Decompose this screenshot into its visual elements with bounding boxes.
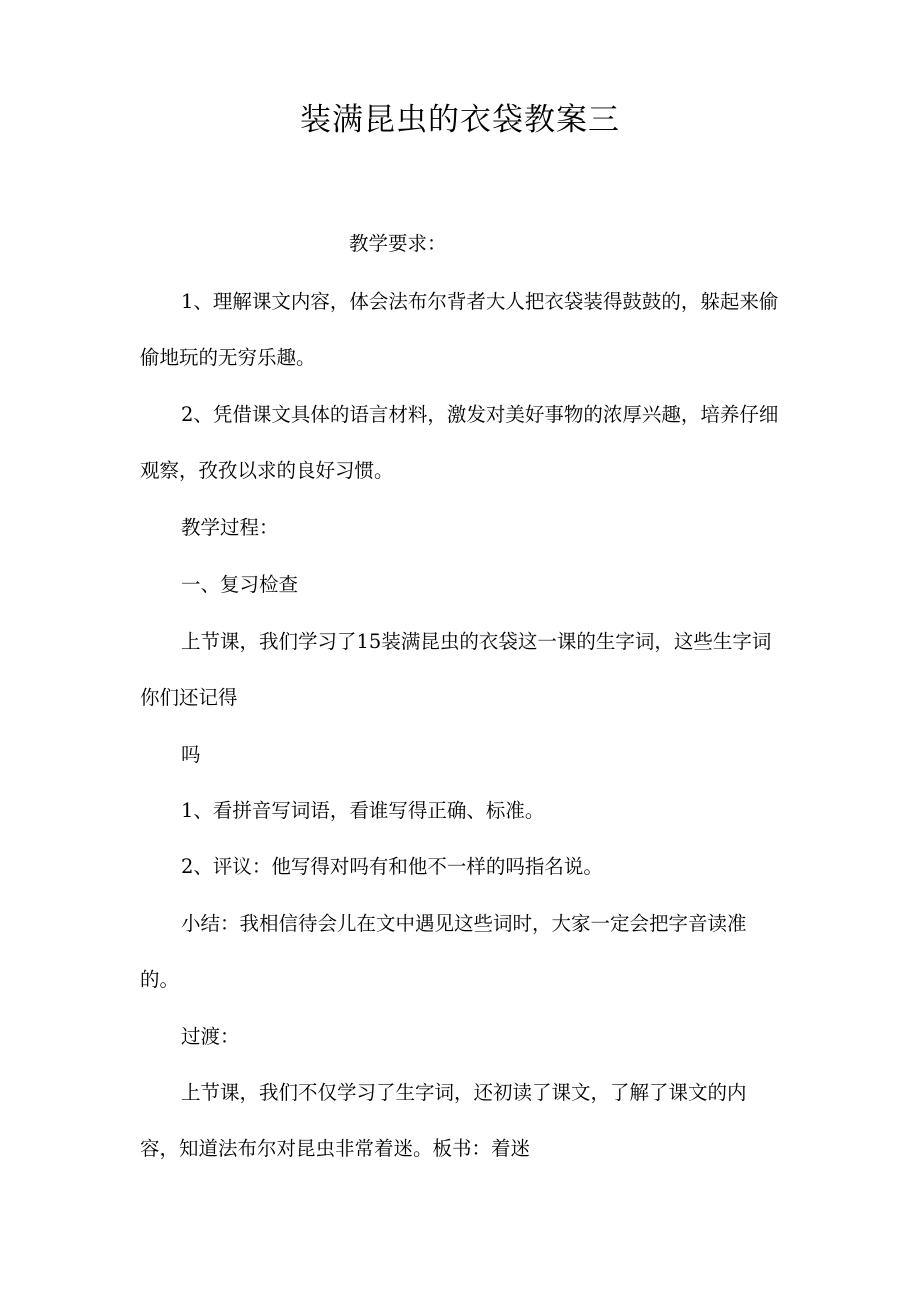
paragraph-requirement-1: 1、理解课文内容，体会法布尔背者大人把衣袋装得鼓鼓的，躲起来偷偷地玩的无穷乐趣。: [140, 290, 779, 369]
paragraph-summary: 小结：我相信待会儿在文中遇见这些词时，大家一定会把字音读准的。: [140, 912, 747, 991]
paragraph-section-review: 一、复习检查: [181, 573, 299, 596]
paragraph-transition-content: 上节课，我们不仅学习了生字词，还初读了课文，了解了课文的内容，知道法布尔对昆虫非常着迷。板书：着迷: [140, 1081, 747, 1160]
document-title: 装满昆虫的衣袋教案三: [300, 102, 620, 138]
paragraph-process-heading: 教学过程：: [181, 516, 279, 539]
paragraph-evaluation: 2、评议：他写得对吗有和他不一样的吗指名说。: [181, 855, 603, 878]
paragraph-question: 吗: [181, 743, 201, 766]
paragraph-transition: 过渡：: [181, 1025, 240, 1048]
requirements-heading: 教学要求：: [349, 232, 447, 255]
paragraph-requirement-2: 2、凭借课文具体的语言材料，激发对美好事物的浓厚兴趣，培养仔细观察，孜孜以求的良好习惯。: [140, 403, 779, 482]
paragraph-last-lesson: 上节课，我们学习了15装满昆虫的衣袋这一课的生字词，这些生字词你们还记得: [140, 630, 772, 709]
paragraph-pinyin-task: 1、看拼音写词语，看谁写得正确、标准。: [181, 799, 545, 822]
